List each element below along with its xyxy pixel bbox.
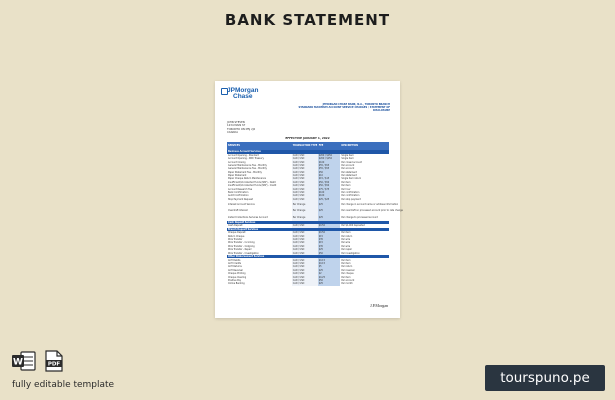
table-cell: Per item xyxy=(341,258,351,262)
table-cell: Cheque Deposit xyxy=(228,231,246,235)
table-cell: CAD / USD xyxy=(292,282,318,285)
table-cell: $100 xyxy=(318,194,341,197)
table-cell: CAD / USD xyxy=(292,251,318,254)
table-cell: Insufficient/Uncollected Funds (NSF) - Debit xyxy=(228,180,276,184)
table-cell: Cheque Clearing xyxy=(228,275,247,279)
table-cell: General Maintenance Fee - Monthly xyxy=(228,163,267,167)
table-cell: Business Account Services xyxy=(227,150,292,154)
table-cell: $0.50 xyxy=(318,231,341,234)
table-cell: Wire Transfer - Outgoing xyxy=(228,244,255,248)
table-cell: CAD / USD xyxy=(292,231,318,234)
table-cell: Per account xyxy=(341,278,355,282)
table-cell: Interest Account Service xyxy=(228,202,255,206)
table-cell: CAD / USD xyxy=(292,154,318,157)
table-cell: Per confirmation xyxy=(341,194,360,198)
word-icon xyxy=(12,350,36,372)
table-cell: Per wire xyxy=(341,238,351,242)
table-cell: Per item xyxy=(341,180,351,184)
table-cell: $200 / $150 xyxy=(318,157,341,160)
table-cell: $55 / $55 xyxy=(318,164,341,167)
table-cell: $15 xyxy=(318,241,341,244)
table-cell: CAD / USD xyxy=(292,224,318,227)
table-cell: Per return xyxy=(341,265,353,269)
pdf-icon xyxy=(44,350,64,372)
table-cell: Stop Payment Request xyxy=(228,197,253,201)
customer-address: JOHN STEVEN 1234 MAIN ST TORONTO ON M5J 2J2 CANADA xyxy=(227,121,256,135)
table-cell: ACH Credits xyxy=(228,262,242,265)
svg-text:W: W xyxy=(13,357,23,368)
table-cell: Paper Statement xyxy=(228,174,247,178)
table-cell: $75 / $75 xyxy=(318,188,341,191)
table-cell: CAD / USD xyxy=(292,171,318,174)
table-cell: Per account xyxy=(341,163,355,167)
table-cell: $50 / $50 xyxy=(318,184,341,187)
table-cell: Wire Transfer - Incoming xyxy=(228,241,255,245)
table-cell: CAD / USD xyxy=(292,167,318,170)
statement-preview xyxy=(215,81,403,318)
table-cell: $100 xyxy=(318,160,341,163)
table-cell: Per item xyxy=(341,275,351,279)
table-cell: Bank Confirmation xyxy=(228,191,249,195)
table-cell: $25 xyxy=(318,201,341,208)
table-cell: CAD / USD xyxy=(292,272,318,275)
table-cell: Paper Cheque Return Maintenance xyxy=(228,177,267,181)
table-cell: $0.15 xyxy=(318,258,341,261)
table-cell: $25 xyxy=(318,248,341,251)
table-cell: Per reversal xyxy=(341,268,355,272)
table-cell: CAD / USD xyxy=(292,265,318,268)
table-row xyxy=(227,282,389,285)
bank-header: JPMORGAN CHASE BANK, N.A., TORONTO BRANCH STANDARD MAXIMUM ACCOUNT SERVICE CHARGES / STATEMENT OF DISCLOSURE xyxy=(298,103,390,113)
table-header: SERVICES TRANSACTION TYPE FEE DESCRIPTION xyxy=(227,142,389,150)
table-cell: Per investigation xyxy=(341,251,360,255)
table-cell: CAD / USD xyxy=(292,248,318,251)
table-cell: $15 xyxy=(318,235,341,238)
table-cell: Per account xyxy=(341,167,355,171)
table-cell: $25 xyxy=(318,269,341,272)
table-cell: Per Change xyxy=(292,201,318,208)
table-cell: Per item xyxy=(341,231,351,235)
table-cell: Cash Deposit Services xyxy=(227,221,292,225)
table-cell: $35 xyxy=(318,245,341,248)
table-cell: Audit Confirmation xyxy=(228,194,249,198)
table-cell: $10 xyxy=(318,174,341,177)
table-cell: Per statement xyxy=(341,170,357,174)
table-cell: $5 xyxy=(318,265,341,268)
table-cell: Per month xyxy=(341,282,353,286)
table-cell: $2 xyxy=(318,272,341,275)
table-cell: Per hour xyxy=(341,187,351,191)
table-cell: CAD / USD xyxy=(292,245,318,248)
table-cell: CAD / USD xyxy=(292,191,318,194)
table-cell: CAD / USD xyxy=(292,238,318,241)
table-cell: ACH Reversal xyxy=(228,268,243,272)
table-cell: General Maintenance Fee - Monthly xyxy=(228,167,267,171)
table-cell: ACH Debits xyxy=(228,258,241,262)
table-cell: $15 / $15 xyxy=(318,177,341,180)
table-cell: Per cheque xyxy=(341,272,354,276)
table-cell: $200 / $150 xyxy=(318,154,341,157)
table-cell: $55 / $55 xyxy=(318,167,341,170)
fee-table xyxy=(227,142,403,286)
table-cell: Insufficient/Uncollected Funds (NSF) - Credit xyxy=(228,184,277,188)
table-cell: CAD / USD xyxy=(292,198,318,201)
table-cell: CAD / USD xyxy=(292,160,318,163)
table-cell: $35 xyxy=(318,238,341,241)
table-cell: Per Change xyxy=(292,208,318,215)
table-cell: $50 xyxy=(318,251,341,254)
table-cell: CAD / USD xyxy=(292,194,318,197)
table-cell: $0.25 xyxy=(318,275,341,278)
table-cell: Per wire xyxy=(341,241,351,245)
table-cell: Per statement xyxy=(341,174,357,178)
table-cell: $25 xyxy=(318,208,341,215)
table-cell: Single item xyxy=(341,157,354,161)
table-cell: Single item xyxy=(341,153,354,157)
table-cell: Account Opening - Standard xyxy=(228,153,259,157)
pdf-icon-label: PDF xyxy=(47,361,61,368)
page-title: BANK STATEMENT xyxy=(224,11,391,29)
table-cell: CAD / USD xyxy=(292,181,318,184)
table-cell: Positive Pay xyxy=(228,278,241,282)
table-cell: CAD / USD xyxy=(292,269,318,272)
caption: fully editable template xyxy=(12,380,115,390)
table-cell: CAD / USD xyxy=(292,258,318,261)
table-cell: CAD / USD xyxy=(292,164,318,167)
table-cell: Per $1,000 deposited xyxy=(341,224,365,228)
table-cell: $25 / $25 xyxy=(318,198,341,201)
table-cell: CAD / USD xyxy=(292,262,318,265)
table-cell: Cheque Printing xyxy=(228,272,246,276)
table-cell: Other Disbursement Services xyxy=(227,255,292,259)
table-cell: Per item xyxy=(341,262,351,265)
table-cell: Per closed account xyxy=(341,160,362,164)
table-cell: Branch Deposit Services xyxy=(227,228,292,232)
table-cell: $50 xyxy=(318,279,341,282)
table-cell: $0.50 xyxy=(318,224,341,227)
table-cell: Overdraft Interest xyxy=(228,209,248,213)
table-cell: Account Research Fee xyxy=(228,187,253,191)
table-cell: Account Opening - With Treasury xyxy=(228,157,264,161)
brand-badge: tourspuno.pe xyxy=(485,365,605,391)
table-cell: CAD / USD xyxy=(292,235,318,238)
table-cell: Account Closing xyxy=(228,160,246,164)
octagon-icon xyxy=(221,88,228,95)
table-cell: $50 xyxy=(318,171,341,174)
table-cell: Per item xyxy=(341,184,351,188)
table-cell: Wire Transfer xyxy=(228,238,243,242)
table-cell: Cash Deposit xyxy=(228,224,243,228)
table-cell: CAD / USD xyxy=(292,279,318,282)
table-cell: CAD / USD xyxy=(292,275,318,278)
table-cell: Per repair xyxy=(341,248,352,252)
jpmorgan-logo: JPMorgan Chase xyxy=(227,88,258,100)
table-cell: $0.15 xyxy=(318,262,341,265)
table-cell: CAD / USD xyxy=(292,157,318,160)
table-cell: CAD / USD xyxy=(292,241,318,244)
table-cell: Paper Statement Fee - Monthly xyxy=(228,170,262,174)
table-cell: $25 xyxy=(318,214,341,221)
table-cell: Per return xyxy=(341,234,353,238)
table-cell: $25 xyxy=(318,282,341,285)
table-cell: CAD / USD xyxy=(292,188,318,191)
table-cell: ACH Returns xyxy=(228,265,242,269)
table-cell: Per stop payment xyxy=(341,197,361,201)
table-cell: CAD / USD xyxy=(292,184,318,187)
table-cell: Per change to processed account xyxy=(341,215,378,219)
table-cell: Per wire xyxy=(341,244,351,248)
effective-date: EFFECTIVE JANUARY 1, 2022 xyxy=(285,136,330,140)
table-cell: Wire Transfer - Investigation xyxy=(228,251,259,255)
table-cell: Wire Transfer - Repair xyxy=(228,248,252,252)
table-cell: Single item return xyxy=(341,177,362,181)
table-cell: Per change in account name or address information xyxy=(341,202,399,206)
table-cell: Per Change xyxy=(292,214,318,221)
table-cell: Online Banking xyxy=(228,282,245,286)
table-cell: Per overdraft on processed account prior to rate change xyxy=(341,209,403,213)
footer-logo: J.P.Morgan xyxy=(370,303,388,308)
table-cell: CAD / USD xyxy=(292,177,318,180)
table-cell: $50 / $50 xyxy=(318,181,341,184)
table-cell: Instant Collections Services Account xyxy=(228,215,268,219)
table-cell: CAD / USD xyxy=(292,174,318,177)
table-cell: $100 xyxy=(318,191,341,194)
table-cell: Return Cheque xyxy=(228,234,245,238)
table-cell: Per confirmation xyxy=(341,191,360,195)
